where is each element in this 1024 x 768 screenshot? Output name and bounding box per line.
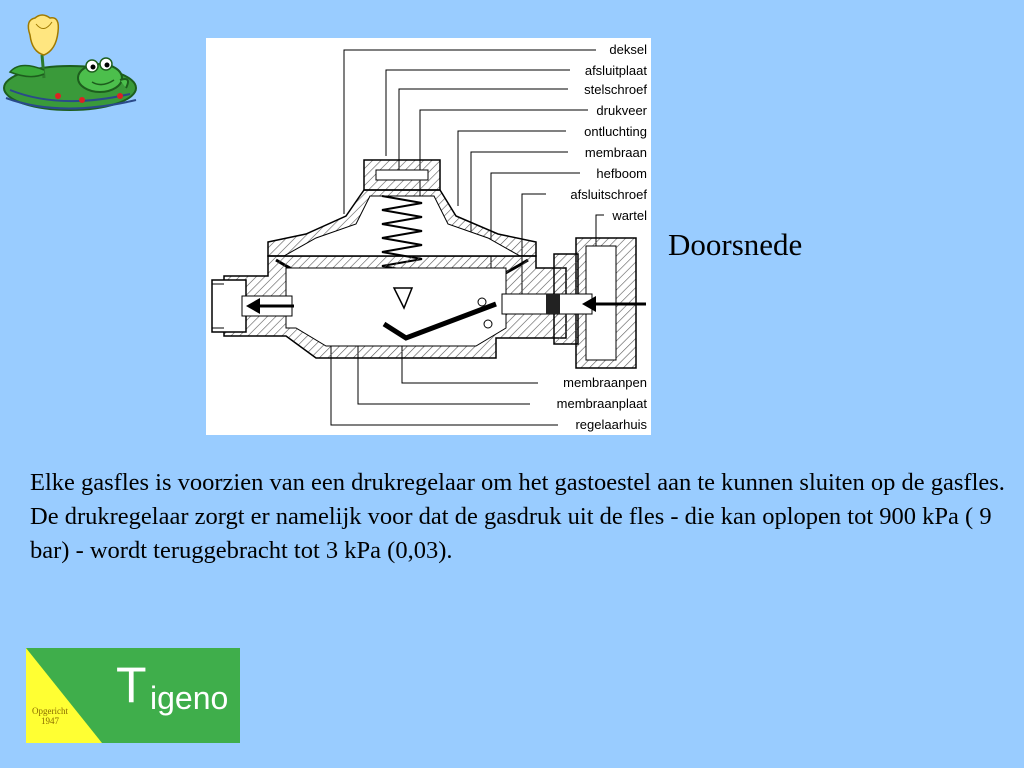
label-membraanpen: membraanpen [563, 375, 647, 390]
dome-cavity [284, 196, 520, 256]
label-ontluchting: ontluchting [584, 124, 647, 139]
outlet-nozzle [212, 280, 246, 332]
label-deksel: deksel [609, 42, 647, 57]
label-wartel: wartel [612, 208, 647, 223]
label-membraan: membraan [584, 145, 647, 160]
logo-tagline: Opgericht 1947 [32, 706, 68, 726]
body-paragraph: De drukregelaar zorgt er namelijk voor dat de gasdruk uit de fles - die kan oplopen tot 900 kPa ( 9 bar) - wordt teruggebracht tot 3 kPa (0,03). [30, 503, 992, 564]
label-regelaarhuis: regelaarhuis [575, 417, 647, 432]
outlet-flow-arrow [242, 296, 294, 316]
label-afsluitschroef: afsluitschroef [570, 187, 647, 202]
tigeno-logo [26, 648, 240, 743]
frog-lilypad-clipart [0, 10, 185, 115]
logo-initial: T [116, 657, 147, 713]
label-afsluitplaat: afsluitplaat [584, 63, 647, 78]
label-drukveer: drukveer [596, 103, 647, 118]
regulator-cap [364, 160, 440, 190]
label-hefboom: hefboom [596, 166, 647, 181]
logo-name: igeno [150, 680, 229, 716]
body-paragraph: Elke gasfles is voorzien van een drukregelaar om het gastoestel aan te kunnen sluiten op de gasfles. [30, 469, 1005, 496]
label-membraanplaat: membraanplaat [556, 396, 647, 411]
label-stelschroef: stelschroef [584, 82, 647, 97]
regulator-cross-section-diagram [206, 38, 651, 435]
diagram-caption: Doorsnede [668, 227, 803, 262]
slide-body-text [30, 466, 1015, 568]
